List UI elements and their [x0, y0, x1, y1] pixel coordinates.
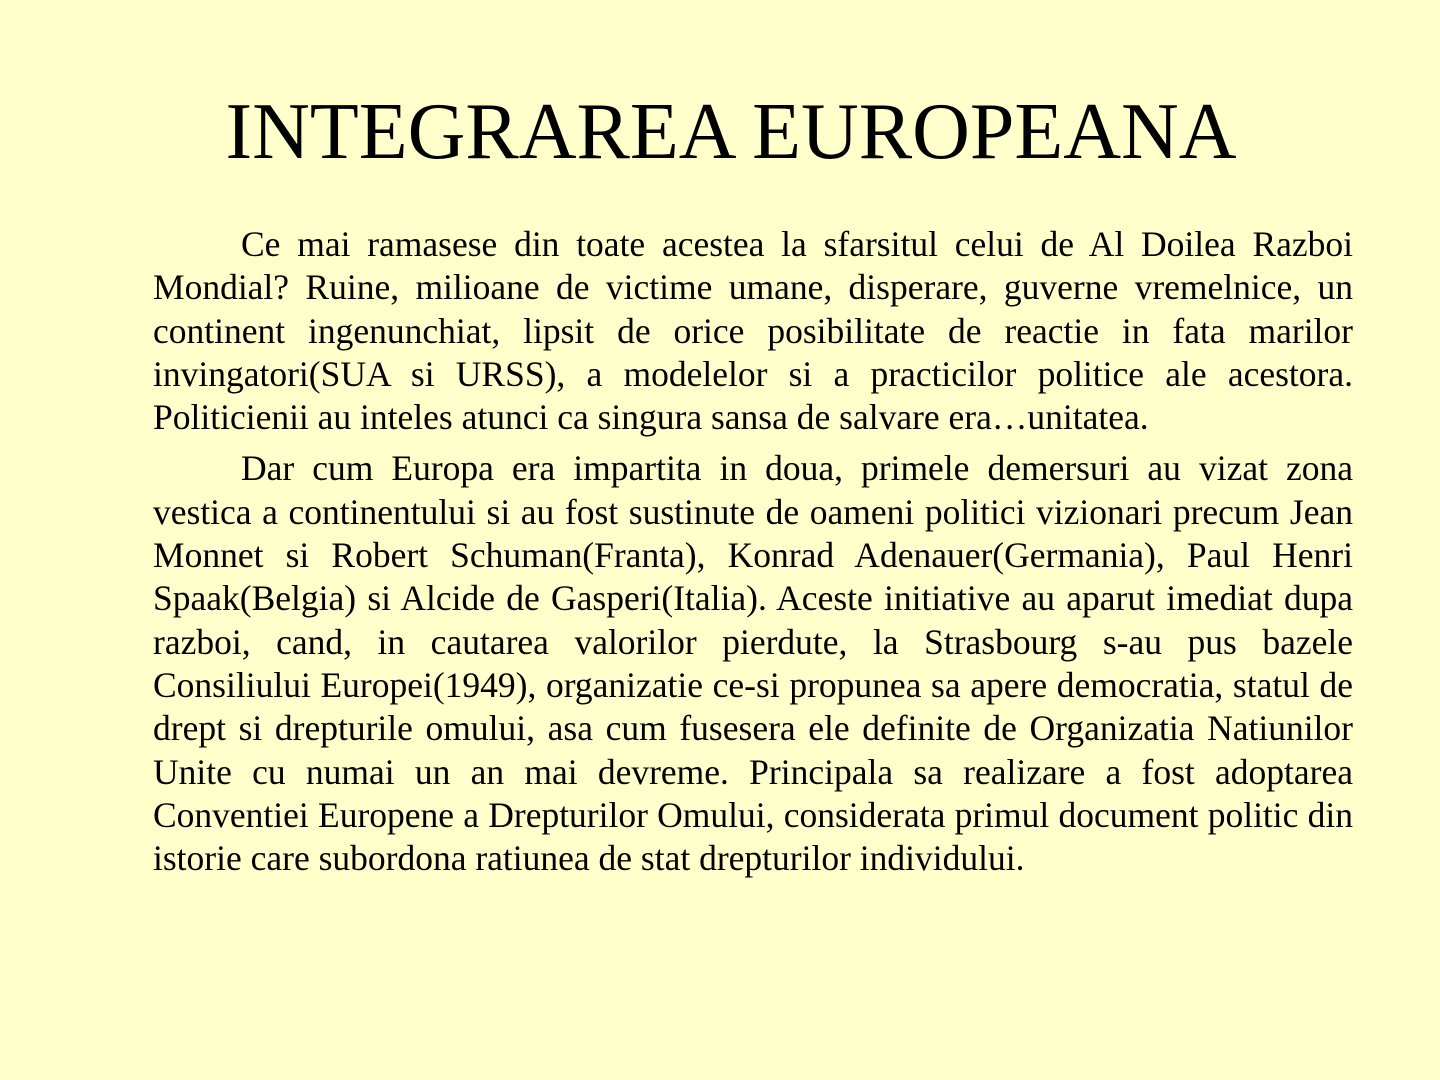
- body-paragraph-2: Dar cum Europa era impartita in doua, primele demersuri au vizat zona vestica a continentului si au fost sustinute de oameni politici vizionari precum Jean Monnet si Robert Schuman(Franta), Konrad Adenauer(Germania), Paul Henri Spaak(Belgia) si Alcide de Gasperi(Italia). Aceste initiative au aparut imediat dupa razboi, cand, in cautarea valorilor pierdute, la Strasbourg s-au pus bazele Consiliului Europei(1949), organizatie ce-si propunea sa apere democratia, statul de drept si drepturile omului, asa cum fusesera ele definite de Organizatia Natiunilor Unite cu numai un an mai devreme. Principala sa realizare a fost adoptarea Conventiei Europene a Drepturilor Omului, considerata primul document politic din istorie care subordona ratiunea de stat drepturilor individului.: [153, 448, 1353, 879]
- body-paragraph-1: Ce mai ramasese din toate acestea la sfarsitul celui de Al Doilea Razboi Mondial? Ruine, milioane de victime umane, disperare, guverne vremelnice, un continent ingenunchiat, lipsit de orice posibilitate de reactie in fata marilor invingatori(SUA si URSS), a modelelor si a practicilor politice ale acestora. Politicienii au inteles atunci ca singura sansa de salvare era…unitatea.: [153, 224, 1353, 438]
- slide-body-text: [153, 223, 1353, 880]
- slide-title: INTEGRAREA EUROPEANA: [225, 88, 1237, 176]
